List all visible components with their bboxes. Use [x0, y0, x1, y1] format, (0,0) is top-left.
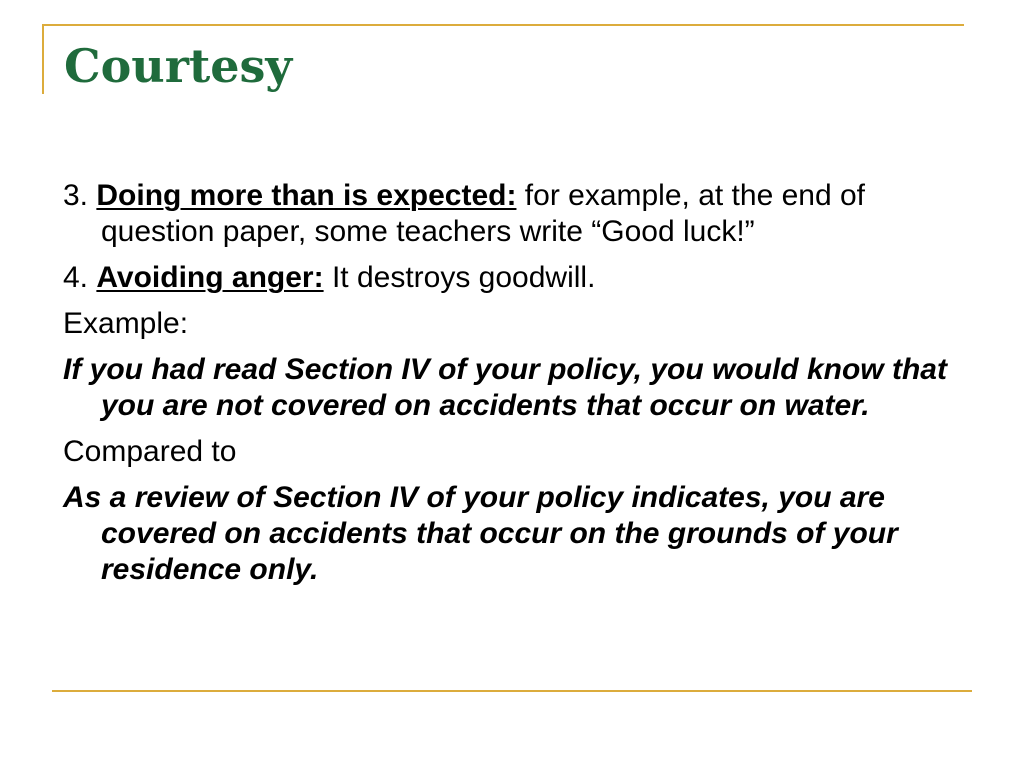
item-4 [63, 260, 963, 296]
item-4-text: It destroys goodwill. [331, 261, 596, 294]
compared-label: Compared to [63, 435, 237, 468]
item-3-term: Doing more than is expected: [96, 179, 517, 212]
example-label: Example: [63, 307, 189, 340]
bottom-accent-line [52, 690, 972, 692]
slide-title: Courtesy [64, 39, 293, 93]
item-3-text: for example, at the end of question paper, some teachers write “Good luck!” [101, 179, 866, 248]
compared-text: As a review of Section IV of your policy indicates, you are covered on accidents that occur on the grounds of your residence only. [63, 481, 898, 586]
item-3-number: 3. [63, 179, 89, 212]
left-accent-line [42, 24, 44, 94]
item-4-number: 4. [63, 261, 89, 294]
example-text: If you had read Section IV of your policy, you would know that you are not covered on accidents that occur on water. [63, 353, 947, 422]
item-4-term: Avoiding anger: [96, 261, 324, 294]
top-accent-line [42, 24, 964, 26]
slide-body [63, 178, 963, 598]
item-3 [63, 178, 963, 250]
